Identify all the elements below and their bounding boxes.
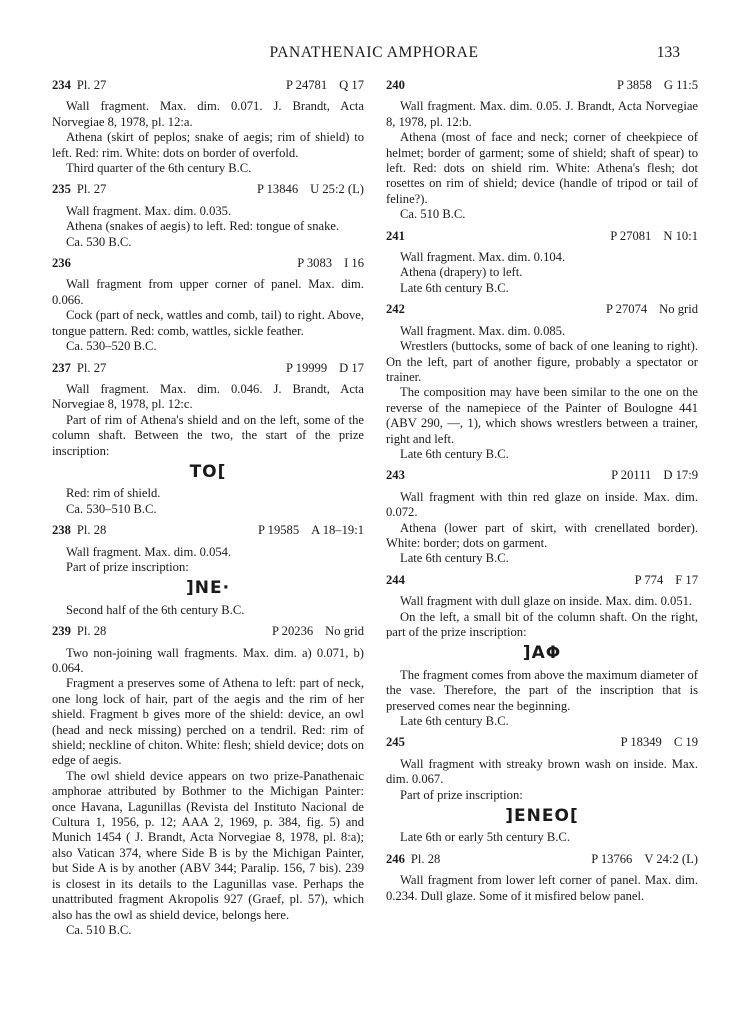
- entry-paragraph: Part of prize inscription:: [400, 787, 523, 802]
- catalogue-entry-238: [52, 523, 364, 618]
- entry-header: [386, 229, 698, 244]
- entry-paragraph: Wall fragment. Max. dim. 0.035.: [66, 203, 232, 218]
- entry-number: 245: [386, 735, 405, 750]
- entry-number-plate: [52, 182, 106, 197]
- entry-header: [52, 523, 364, 538]
- entry-number: 235: [52, 182, 71, 197]
- entry-paragraph: The owl shield device appears on two prize-Panathenaic amphorae attributed by Bothmer to the Michigan Painter: once Havana, Lagunillas (Revista del Instituto Nacional de Cultura 1, 1956, p. 12; AAA 2, 1969, p. 384, fig. 5) and Munich 1454 ( J. Brandt, Acta Norvegiae 8, 1978, pl. 8:a); also Vatican 374, where Side B is by the Michigan Painter, but Side A is by another (ABV 344; Paralip. 156, 7 bis). 239 is closest in its details to the Lagunillas vase. Perhaps the unattributed fragment Akropolis 927 (Graef, pl. 57), which also has the owl as shield device, belongs here.: [52, 768, 364, 922]
- inventory-number: P 20111: [611, 468, 652, 483]
- prize-inscription: ]NE·: [185, 578, 231, 599]
- entry-header: [386, 468, 698, 483]
- prize-inscription: TO[: [189, 461, 227, 482]
- grid-ref: No grid: [659, 302, 698, 317]
- entry-number-plate: [52, 78, 106, 93]
- inventory-grid: [610, 229, 698, 244]
- entry-paragraph: Wall fragment. Max. dim. 0.05. J. Brandt, Acta Norvegiae 8, 1978, pl. 12:b.: [386, 99, 698, 129]
- grid-ref: I 16: [344, 256, 364, 271]
- entry-number-plate: [386, 229, 411, 244]
- entry-header: [52, 361, 364, 376]
- inventory-grid: [611, 468, 698, 483]
- plate-ref: Pl. 28: [76, 523, 107, 538]
- entry-paragraph: Late 6th century B.C.: [400, 446, 509, 461]
- grid-ref: U 25:2 (L): [310, 182, 364, 197]
- entry-number-plate: [386, 735, 411, 750]
- entry-paragraph: Athena (drapery) to left.: [400, 265, 523, 280]
- catalogue-entry-235: [52, 182, 364, 250]
- catalogue-entry-243: [386, 468, 698, 566]
- entry-paragraph: The composition may have been similar to the one on the reverse of the namepiece of the Painter of Boulogne 441 (ABV 290, —, 1), which shows wrestlers between a trainer, right and left.: [386, 385, 698, 446]
- entry-paragraph: Athena (skirt of peplos; snake of aegis; rim of shield) to left. Red: rim. White: dots on border of overfold.: [52, 130, 364, 160]
- prize-inscription: ]ENEO[: [505, 806, 579, 827]
- entry-number: 237: [52, 360, 71, 375]
- right-column: [386, 78, 698, 910]
- page-number: 133: [656, 44, 680, 61]
- entry-number: 246: [386, 851, 405, 866]
- catalogue-entry-236: [52, 256, 364, 354]
- entry-paragraph: Part of rim of Athena's shield and on the left, some of the column shaft. Between the two, the start of the prize inscription:: [52, 412, 364, 458]
- entry-paragraph: Wall fragment with streaky brown wash on inside. Max. dim. 0.067.: [386, 756, 698, 787]
- grid-ref: F 17: [675, 572, 698, 587]
- entry-number-plate: [52, 624, 106, 639]
- entry-number: 243: [386, 468, 405, 483]
- entry-number: 234: [52, 78, 71, 92]
- plate-ref: Pl. 28: [76, 624, 107, 639]
- entry-number: 240: [386, 78, 405, 92]
- entry-paragraph: Two non-joining wall fragments. Max. dim. a) 0.071, b) 0.064.: [52, 645, 364, 675]
- entry-number-plate: [386, 468, 411, 483]
- inventory-number: P 20236: [272, 624, 314, 639]
- entry-header: [52, 182, 364, 197]
- inventory-grid: [272, 624, 364, 639]
- grid-ref: V 24:2 (L): [644, 851, 698, 866]
- catalogue-entry-245: [386, 735, 698, 845]
- entry-number-plate: [386, 573, 411, 588]
- entry-header: [386, 78, 698, 93]
- left-column: [52, 78, 364, 944]
- grid-ref: D 17: [339, 360, 364, 375]
- entry-paragraph: Athena (snakes of aegis) to left. Red: tongue of snake.: [66, 219, 340, 234]
- inventory-number: P 13846: [256, 182, 299, 197]
- entry-paragraph: Wall fragment. Max. dim. 0.046. J. Brandt, Acta Norvegiae 8, 1978, pl. 12:c.: [52, 381, 364, 412]
- entry-paragraph: Wall fragment. Max. dim. 0.054.: [66, 544, 232, 559]
- inventory-grid: [258, 523, 364, 538]
- inventory-number: P 27081: [610, 228, 652, 243]
- plate-ref: Pl. 27: [76, 78, 107, 92]
- page-title: PANATHENAIC AMPHORAE: [269, 44, 479, 61]
- plate-ref: Pl. 27: [76, 182, 107, 197]
- inventory-grid: [606, 302, 698, 317]
- catalogue-entry-242: [386, 302, 698, 462]
- grid-ref: C 19: [673, 735, 698, 750]
- catalogue-entry-240: [386, 78, 698, 223]
- entry-header: [52, 624, 364, 639]
- inventory-grid: [286, 361, 364, 376]
- entry-header: [52, 78, 364, 93]
- inventory-number: P 19585: [257, 523, 300, 538]
- entry-paragraph: Ca. 530–520 B.C.: [66, 339, 157, 354]
- entry-paragraph: Athena (most of face and neck; corner of cheekpiece of helmet; border of garment; some of shield; shaft of spear) to left. Red: dots on shield rim. White: Athena's flesh; dot rosettes on rim of shield; device (handle of tripod or tail of feline?).: [386, 130, 698, 206]
- entry-paragraph: Third quarter of the 6th century B.C.: [66, 161, 252, 176]
- entry-paragraph: Fragment a preserves some of Athena to left: part of neck, one long lock of hair, part of the aegis and the rim of her shield. Fragment b gives more of the shield: device, an owl (head and neck missing) perched on a tendril. Red: rim of shield; neckline of chiton. White: flesh; shield device; dots on edge of aegis.: [52, 676, 364, 768]
- entry-paragraph: Ca. 530–510 B.C.: [66, 501, 157, 516]
- entry-paragraph: The fragment comes from above the maximum diameter of the vase. Therefore, the part of the inscription that is preserved comes near the beginning.: [386, 667, 698, 713]
- entry-number: 244: [386, 572, 405, 587]
- entry-paragraph: Ca. 530 B.C.: [66, 234, 132, 249]
- inventory-number: P 3083: [297, 256, 333, 271]
- catalogue-entry-244: [386, 573, 698, 730]
- entry-paragraph: Late 6th or early 5th century B.C.: [400, 830, 570, 845]
- entry-number: 242: [386, 302, 405, 317]
- entry-number-plate: [386, 78, 411, 93]
- inventory-number: P 13766: [591, 851, 633, 866]
- inventory-number: P 18349: [620, 735, 662, 750]
- entry-header: [386, 302, 698, 317]
- grid-ref: No grid: [325, 624, 364, 639]
- entry-paragraph: Wall fragment from lower left corner of panel. Max. dim. 0.234. Dull glaze. Some of it misfired below panel.: [386, 873, 698, 903]
- grid-ref: G 11:5: [663, 78, 698, 92]
- inventory-number: P 24781: [285, 78, 328, 92]
- entry-number-plate: [52, 523, 106, 538]
- entry-paragraph: Late 6th century B.C.: [400, 714, 509, 729]
- entry-paragraph: Part of prize inscription:: [66, 559, 189, 574]
- entry-header: [386, 852, 698, 867]
- catalogue-entry-237: [52, 361, 364, 518]
- entry-paragraph: Second half of the 6th century B.C.: [66, 602, 245, 617]
- entry-paragraph: Wall fragment. Max. dim. 0.085.: [400, 323, 566, 338]
- inventory-grid: [621, 735, 698, 750]
- catalogue-entry-246: [386, 852, 698, 904]
- entry-paragraph: Athena (lower part of skirt, with crenellated border). White: border; dots on garment.: [386, 520, 698, 550]
- entry-paragraph: Wrestlers (buttocks, some of back of one leaning to right). On the left, part of another figure, probably a spectator or trainer.: [386, 339, 698, 384]
- entry-header: [386, 573, 698, 588]
- entry-paragraph: Wall fragment. Max. dim. 0.071. J. Brandt, Acta Norvegiae 8, 1978, pl. 12:a.: [52, 99, 364, 129]
- catalogue-entry-241: [386, 229, 698, 297]
- inventory-number: P 19999: [285, 360, 328, 375]
- inventory-grid: [591, 852, 698, 867]
- entry-header: [52, 256, 364, 271]
- entry-number-plate: [52, 256, 77, 271]
- grid-ref: A 18–19:1: [311, 523, 364, 538]
- prize-inscription: ]AΦ: [522, 643, 562, 664]
- entry-paragraph: Ca. 510 B.C.: [400, 207, 466, 222]
- entry-paragraph: Late 6th century B.C.: [400, 551, 509, 566]
- inventory-grid: [635, 573, 698, 588]
- catalogue-entry-234: [52, 78, 364, 176]
- inventory-grid: [257, 182, 364, 197]
- entry-number: 236: [52, 256, 71, 271]
- entry-number: 238: [52, 523, 71, 538]
- inventory-number: P 27074: [606, 302, 648, 317]
- inventory-grid: [617, 78, 698, 93]
- entry-number: 239: [52, 624, 71, 639]
- entry-number: 241: [386, 228, 405, 243]
- entry-paragraph: Cock (part of neck, wattles and comb, tail) to right. Above, tongue pattern. Red: comb, wattles, sickle feather.: [52, 308, 364, 338]
- entry-header: [386, 735, 698, 750]
- entry-paragraph: Wall fragment with thin red glaze on inside. Max. dim. 0.072.: [386, 489, 698, 520]
- grid-ref: D 17:9: [663, 468, 698, 483]
- plate-ref: Pl. 27: [76, 360, 107, 375]
- grid-ref: N 10:1: [663, 228, 698, 243]
- entry-paragraph: Wall fragment with dull glaze on inside. Max. dim. 0.051.: [400, 594, 693, 609]
- catalogue-entry-239: [52, 624, 364, 938]
- entry-paragraph: Wall fragment. Max. dim. 0.104.: [400, 250, 566, 265]
- entry-paragraph: Ca. 510 B.C.: [66, 922, 132, 937]
- entry-paragraph: Red: rim of shield.: [66, 486, 161, 501]
- inventory-number: P 3858: [616, 78, 652, 92]
- entry-paragraph: Wall fragment from upper corner of panel. Max. dim. 0.066.: [52, 277, 364, 307]
- running-head: [0, 44, 748, 66]
- entry-paragraph: Late 6th century B.C.: [400, 280, 509, 295]
- entry-number-plate: [386, 852, 440, 867]
- inventory-grid: [286, 78, 364, 93]
- entry-number-plate: [386, 302, 411, 317]
- entry-paragraph: On the left, a small bit of the column shaft. On the right, part of the prize inscription:: [386, 609, 698, 639]
- plate-ref: Pl. 28: [410, 851, 441, 866]
- inventory-number: P 774: [634, 572, 664, 587]
- grid-ref: Q 17: [339, 78, 364, 92]
- entry-number-plate: [52, 361, 106, 376]
- inventory-grid: [297, 256, 364, 271]
